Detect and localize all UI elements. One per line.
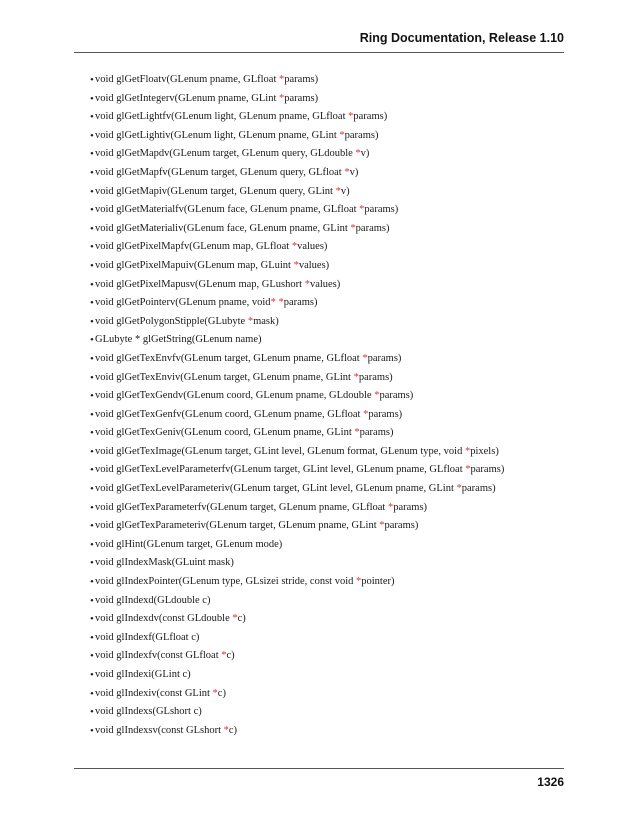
list-item	[74, 443, 564, 462]
bullet-icon: •	[90, 92, 94, 105]
list-item	[74, 350, 564, 369]
function-signature-text: void glGetPixelMapfv(GLenum map, GLfloat	[95, 241, 292, 253]
bullet-icon: •	[90, 669, 94, 681]
bullet-icon: •	[90, 204, 94, 217]
list-item	[74, 387, 564, 406]
pointer-marker: *	[247, 315, 254, 327]
function-signature-tail: params)	[368, 408, 403, 420]
function-signature-tail: params)	[393, 501, 428, 513]
function-signature-text: void glGetTexEnvfv(GLenum target, GLenum pname, GLfloat	[95, 352, 363, 364]
bullet-icon: •	[90, 706, 94, 719]
bullet-icon: •	[90, 129, 94, 142]
pointer-marker: *	[339, 129, 345, 141]
pointer-marker: *	[387, 501, 394, 513]
function-signature-tail: params)	[284, 74, 319, 85]
list-item	[74, 331, 564, 350]
list-item	[74, 183, 564, 202]
function-signature-text: void glIndexdv(const GLdouble	[95, 613, 233, 625]
function-signature-tail: pixels)	[470, 445, 499, 457]
pointer-marker: *	[464, 445, 471, 457]
footer-divider	[74, 768, 564, 769]
function-signature-text: void glGetMapdv(GLenum target, GLenum query, GLdouble	[95, 148, 356, 160]
list-item	[74, 610, 564, 629]
bullet-icon: •	[90, 148, 94, 161]
pointer-marker: *	[279, 92, 285, 104]
function-signature-tail: params)	[461, 483, 496, 495]
page-header-title: Ring Documentation, Release 1.10	[359, 31, 564, 45]
function-signature-tail: mask)	[253, 315, 279, 327]
function-signature-tail: values)	[297, 241, 328, 253]
list-item	[74, 499, 564, 518]
function-signature-tail: pointer)	[361, 576, 395, 588]
list-item	[74, 369, 564, 388]
function-signature-text: void glGetPixelMapuiv(GLenum map, GLuint	[95, 259, 294, 271]
bullet-icon: •	[90, 166, 94, 179]
function-list	[74, 71, 564, 740]
function-signature-text: void glIndexd(GLdouble c)	[95, 594, 211, 606]
pointer-marker: *	[221, 650, 227, 662]
function-signature-text: void glIndexMask(GLuint mask)	[95, 557, 234, 569]
function-signature-tail: params)	[384, 520, 419, 532]
pointer-marker: *	[293, 259, 299, 271]
function-signature-tail: params)	[283, 297, 318, 309]
function-signature-text: void glIndexPointer(GLenum type, GLsizei stride, const void	[95, 576, 356, 588]
list-item	[74, 536, 564, 555]
function-signature-text: void glGetTexGeniv(GLenum coord, GLenum pname, GLint	[95, 427, 355, 439]
bullet-icon: •	[90, 594, 94, 607]
pointer-marker: *	[363, 408, 369, 420]
list-item	[74, 629, 564, 648]
function-signature-tail: params)	[355, 222, 390, 234]
list-item	[74, 108, 564, 127]
list-item	[74, 480, 564, 499]
list-item	[74, 220, 564, 239]
bullet-icon: •	[90, 185, 94, 198]
function-signature-tail: params)	[358, 371, 393, 383]
pointer-marker: *	[304, 278, 310, 290]
function-signature-tail: values)	[309, 278, 341, 290]
pointer-marker: *	[379, 520, 385, 532]
function-signature-text: void glGetTexGendv(GLenum coord, GLenum pname, GLdouble	[95, 390, 375, 402]
function-signature-text: void glGetTexEnviv(GLenum target, GLenum pname, GLint	[95, 371, 354, 383]
pointer-marker: *	[232, 613, 238, 625]
function-signature-text: void glIndexfv(const GLfloat	[95, 650, 222, 662]
list-item	[74, 647, 564, 666]
list-item	[74, 164, 564, 183]
function-signature-tail: params)	[367, 352, 402, 364]
function-signature-text: void glGetPolygonStipple(GLubyte	[95, 315, 248, 327]
bullet-icon: •	[90, 650, 94, 663]
function-signature-text: void glGetPixelMapusv(GLenum map, GLushort	[95, 278, 305, 290]
function-signature-text: void glGetMapiv(GLenum target, GLenum query, GLint	[95, 185, 336, 197]
function-signature-tail: v)	[360, 148, 370, 160]
list-item	[74, 461, 564, 480]
list-item	[74, 703, 564, 722]
function-signature-tail: params)	[359, 427, 394, 439]
list-item	[74, 201, 564, 220]
list-item	[74, 294, 564, 313]
function-signature-text: void glGetLightfv(GLenum light, GLenum pname, GLfloat	[95, 111, 349, 123]
bullet-icon: •	[90, 259, 94, 272]
list-item	[74, 238, 564, 257]
pointer-marker: *	[359, 204, 365, 216]
function-signature-tail: params)	[470, 464, 505, 476]
list-item	[74, 90, 564, 109]
function-signature-tail: v)	[340, 185, 350, 197]
list-item	[74, 313, 564, 332]
bullet-icon: •	[90, 408, 94, 421]
bullet-icon: •	[90, 445, 94, 458]
function-signature-text: void glGetIntegerv(GLenum pname, GLint	[95, 92, 279, 104]
function-signature-tail: c)	[237, 613, 246, 625]
function-signature-text: void glIndexi(GLint c)	[95, 669, 191, 680]
pointer-marker: *	[356, 576, 362, 588]
list-item	[74, 127, 564, 146]
function-signature-tail: params)	[284, 92, 319, 104]
bullet-icon: •	[90, 520, 94, 533]
bullet-icon: •	[90, 278, 94, 291]
bullet-icon: •	[90, 222, 94, 235]
function-signature-text: void glGetPointerv(GLenum pname, void	[95, 297, 271, 309]
function-signature-text: void glGetLightiv(GLenum light, GLenum pname, GLint	[95, 129, 340, 141]
bullet-icon: •	[90, 557, 94, 570]
list-item	[74, 592, 564, 611]
list-item	[74, 276, 564, 295]
pointer-marker: *	[279, 74, 285, 85]
bullet-icon: •	[90, 724, 94, 737]
bullet-icon: •	[90, 334, 94, 347]
bullet-icon: •	[90, 631, 94, 644]
function-signature-text: void glIndexf(GLfloat c)	[95, 631, 200, 643]
list-item	[74, 71, 564, 90]
pointer-marker: *	[362, 352, 368, 364]
pointer-marker: * *	[270, 297, 284, 309]
bullet-icon: •	[90, 74, 94, 86]
pointer-marker: *	[335, 185, 341, 197]
function-signature-tail: params)	[344, 129, 379, 141]
pointer-marker: *	[350, 222, 356, 234]
pointer-marker: *	[355, 148, 361, 160]
list-item	[74, 685, 564, 704]
bullet-icon: •	[90, 538, 94, 551]
list-item	[74, 554, 564, 573]
bullet-icon: •	[90, 111, 94, 124]
bullet-icon: •	[90, 297, 94, 310]
function-signature-text: void glGetTexLevelParameteriv(GLenum target, GLint level, GLenum pname, GLint	[95, 483, 457, 495]
function-signature-tail: v)	[349, 166, 359, 178]
function-signature-tail: params)	[364, 204, 399, 216]
pointer-marker: *	[353, 371, 359, 383]
pointer-marker: *	[344, 166, 350, 178]
function-signature-tail: values)	[298, 259, 330, 271]
bullet-icon: •	[90, 687, 94, 700]
function-signature-text: GLubyte * glGetString(GLenum name)	[95, 334, 262, 346]
function-signature-text: void glGetTexImage(GLenum target, GLint level, GLenum format, GLenum type, void	[95, 445, 465, 457]
function-signature-text: void glGetMaterialiv(GLenum face, GLenum pname, GLint	[95, 222, 351, 234]
bullet-icon: •	[90, 464, 94, 477]
list-item	[74, 573, 564, 592]
pointer-marker: *	[374, 390, 380, 402]
bullet-icon: •	[90, 427, 94, 440]
function-signature-text: void glGetTexGenfv(GLenum coord, GLenum pname, GLfloat	[95, 408, 364, 420]
bullet-icon: •	[90, 371, 94, 384]
bullet-icon: •	[90, 241, 94, 254]
pointer-marker: *	[465, 464, 471, 476]
list-item	[74, 406, 564, 425]
pointer-marker: *	[348, 111, 354, 123]
function-signature-text: void glGetMaterialfv(GLenum face, GLenum pname, GLfloat	[95, 204, 360, 216]
bullet-icon: •	[90, 483, 94, 496]
list-item	[74, 145, 564, 164]
pointer-marker: *	[223, 724, 229, 736]
function-signature-text: void glGetFloatv(GLenum pname, GLfloat	[95, 74, 280, 85]
bullet-icon: •	[90, 352, 94, 365]
function-signature-tail: c)	[228, 724, 238, 736]
pointer-marker: *	[354, 427, 360, 439]
function-signature-text: void glIndexs(GLshort c)	[95, 706, 202, 718]
bullet-icon: •	[90, 390, 94, 403]
bullet-icon: •	[90, 613, 94, 626]
page-number: 1326	[537, 775, 564, 789]
function-signature-tail: params)	[353, 111, 388, 123]
bullet-icon: •	[90, 576, 94, 589]
list-item	[74, 517, 564, 536]
function-signature-text: void glHint(GLenum target, GLenum mode)	[95, 538, 283, 550]
function-signature-tail: c)	[226, 650, 235, 662]
header-divider	[74, 52, 564, 53]
function-signature-text: void glGetTexParameteriv(GLenum target, GLenum pname, GLint	[95, 520, 380, 532]
bullet-icon: •	[90, 501, 94, 514]
function-signature-text: void glGetMapfv(GLenum target, GLenum query, GLfloat	[95, 166, 345, 178]
pointer-marker: *	[291, 241, 298, 253]
function-signature-tail: params)	[379, 390, 414, 402]
function-signature-tail: c)	[217, 687, 226, 699]
list-item	[74, 257, 564, 276]
list-item	[74, 666, 564, 685]
function-signature-text: void glGetTexParameterfv(GLenum target, GLenum pname, GLfloat	[95, 501, 388, 513]
bullet-icon: •	[90, 315, 94, 328]
function-signature-text: void glIndexiv(const GLint	[95, 687, 213, 699]
function-signature-text: void glGetTexLevelParameterfv(GLenum target, GLint level, GLenum pname, GLfloat	[95, 464, 466, 476]
list-item	[74, 722, 564, 741]
function-signature-text: void glIndexsv(const GLshort	[95, 724, 224, 736]
pointer-marker: *	[456, 483, 462, 495]
list-item	[74, 424, 564, 443]
pointer-marker: *	[212, 687, 218, 699]
